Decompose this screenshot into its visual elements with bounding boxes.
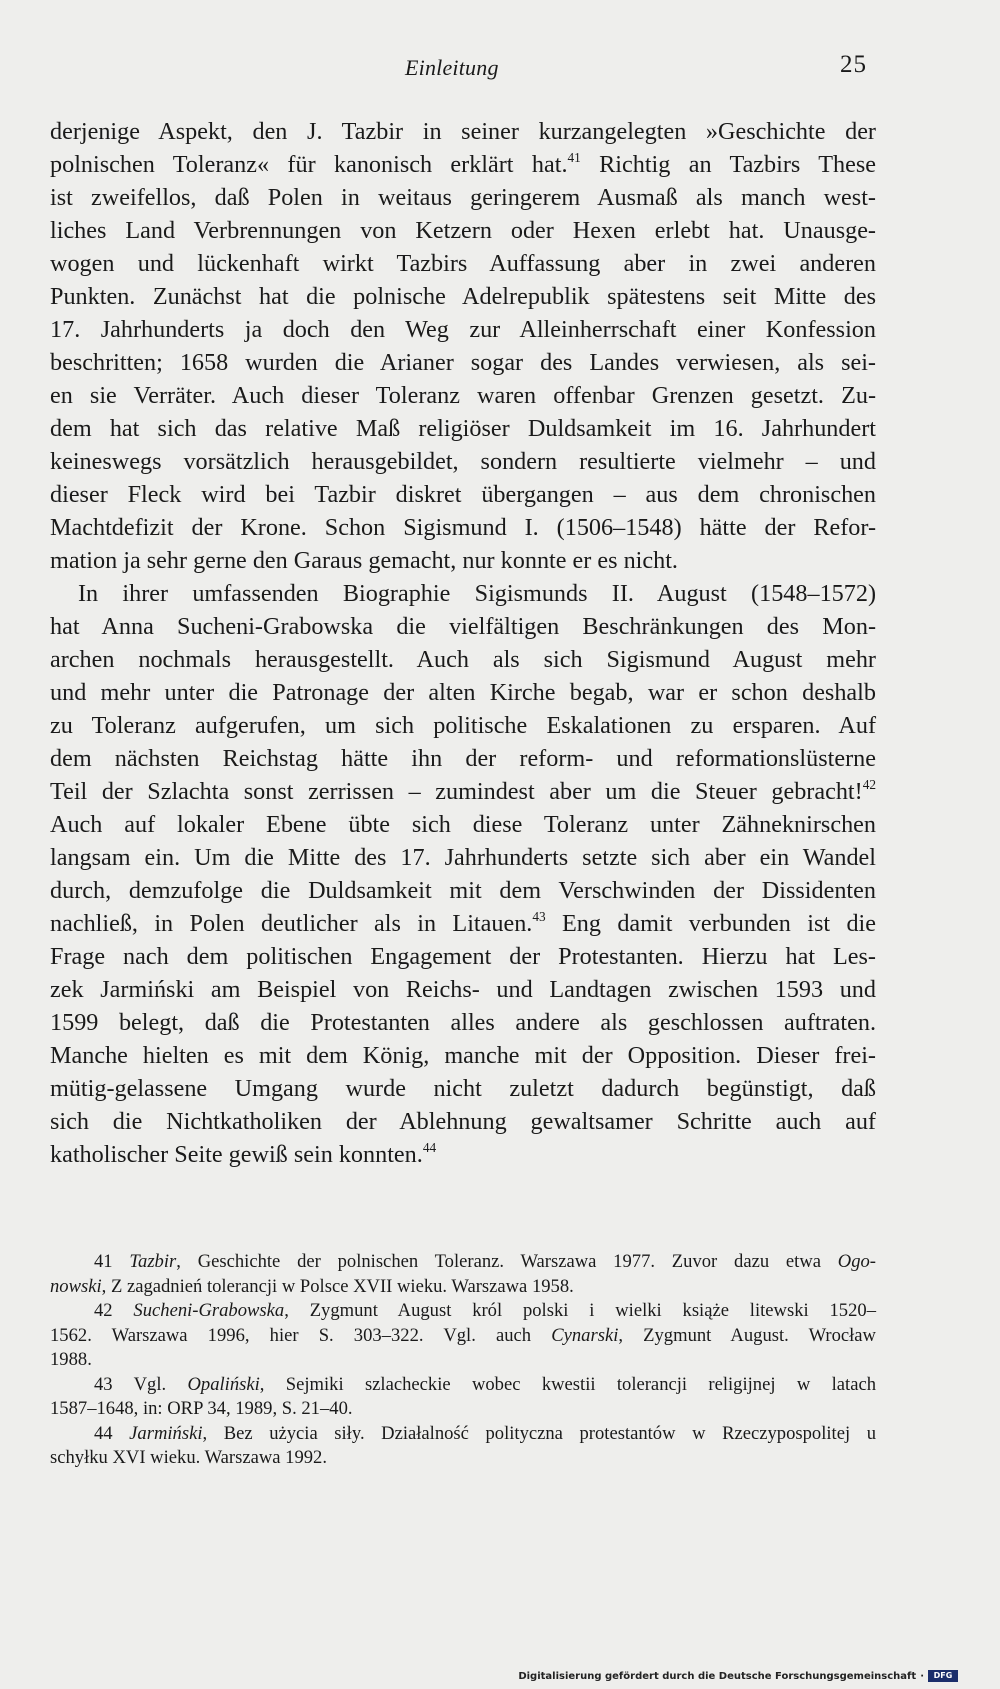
footnote-ref-44[interactable]: 44 bbox=[422, 1140, 437, 1156]
text-line: mation ja sehr gerne den Garaus gemacht, nur konnte er es nicht. bbox=[50, 547, 678, 574]
text-line: dieser Fleck wird bei Tazbir diskret übergangen – aus dem chronischen bbox=[50, 481, 876, 508]
footnote-42: 42 Sucheni-Grabowska, Zygmunt August król polski i wielki książe litewski 1520– bbox=[94, 1300, 876, 1321]
text-line: en sie Verräter. Auch dieser Toleranz waren offenbar Grenzen gesetzt. Zu- bbox=[50, 382, 876, 409]
text-line: In ihrer umfassenden Biographie Sigismunds II. August (1548–1572) bbox=[78, 580, 876, 607]
text-line: langsam ein. Um die Mitte des 17. Jahrhunderts setzte sich aber ein Wandel bbox=[50, 844, 876, 871]
text-line: dem nächsten Reichstag hätte ihn der reform- und reformationslüsterne bbox=[50, 745, 876, 772]
text-line: liches Land Verbrennungen von Ketzern oder Hexen erlebt hat. Unausge- bbox=[50, 217, 876, 244]
text-line: katholischer Seite gewiß sein konnten.$^{44}$ bbox=[50, 1140, 437, 1168]
text-line: zu Toleranz aufgerufen, um sich politische Eskalationen zu ersparen. Auf bbox=[50, 712, 876, 739]
text-line: 1599 belegt, daß die Protestanten alles andere als geschlossen auftraten. bbox=[50, 1009, 876, 1036]
running-head: Einleitung bbox=[405, 55, 499, 80]
digitization-credit: Digitalisierung gefördert durch die Deutsche Forschungsgemeinschaft · DFG bbox=[518, 1670, 958, 1682]
footnote-ref-41[interactable]: 41 bbox=[567, 150, 581, 166]
text-line: dem hat sich das relative Maß religiöser Duldsamkeit im 16. Jahrhundert bbox=[50, 415, 876, 442]
text-line: beschritten; 1658 wurden die Arianer sogar des Landes verwiesen, als sei- bbox=[50, 349, 876, 376]
text-line: wogen und lückenhaft wirkt Tazbirs Auffassung aber in zwei anderen bbox=[50, 250, 876, 277]
text-line: Machtdefizit der Krone. Schon Sigismund I. (1506–1548) hätte der Refor- bbox=[50, 514, 876, 541]
footnote-41-cont: nowski, Z zagadnień tolerancji w Polsce XVII wieku. Warszawa 1958. bbox=[50, 1275, 574, 1297]
text-line: Frage nach dem politischen Engagement der Protestanten. Hierzu hat Les- bbox=[50, 943, 876, 970]
text-line: und mehr unter die Patronage der alten Kirche begab, war er schon deshalb bbox=[50, 679, 876, 706]
footnote-43: 43 Vgl. Opaliński, Sejmiki szlacheckie wobec kwestii tolerancji religijnej w latach bbox=[94, 1373, 877, 1395]
text-line: Manche hielten es mit dem König, manche mit der Opposition. Dieser frei- bbox=[50, 1042, 876, 1069]
text-line: keineswegs vorsätzlich herausgebildet, sondern resultierte vielmehr – und bbox=[50, 448, 876, 475]
footnote-44-cont: schyłku XVI wieku. Warszawa 1992. bbox=[50, 1447, 327, 1468]
dfg-logo-icon: DFG bbox=[928, 1670, 958, 1682]
text-line: durch, demzufolge die Duldsamkeit mit dem Verschwinden der Dissidenten bbox=[50, 877, 876, 904]
text-line: mütig-gelassene Umgang wurde nicht zuletzt dadurch begünstigt, daß bbox=[50, 1075, 876, 1102]
footnote-42-cont: 1562. Warszawa 1996, hier S. 303–322. Vgl. auch Cynarski, Zygmunt August. Wrocław bbox=[50, 1324, 876, 1346]
text-line: zek Jarmiński am Beispiel von Reichs- und Landtagen zwischen 1593 und bbox=[50, 976, 876, 1003]
footnote-ref-42[interactable]: 42 bbox=[862, 777, 876, 793]
text-line: derjenige Aspekt, den J. Tazbir in seiner kurzangelegten »Geschichte der bbox=[50, 118, 876, 145]
footnote-42-cont: 1988. bbox=[50, 1349, 92, 1370]
text-line: ist zweifellos, daß Polen in weitaus geringerem Ausmaß als manch west- bbox=[50, 184, 876, 211]
footnote-44: 44 Jarmiński, Bez użycia siły. Działalność polityczna protestantów w Rzeczypospolitej u bbox=[94, 1422, 877, 1444]
text-line: 17. Jahrhunderts ja doch den Weg zur Alleinherrschaft einer Konfession bbox=[50, 316, 876, 343]
text-line: hat Anna Sucheni-Grabowska die vielfältigen Beschränkungen des Mon- bbox=[50, 613, 876, 640]
text-line: sich die Nichtkatholiken der Ablehnung gewaltsamer Schritte auch auf bbox=[50, 1108, 876, 1135]
footnotes bbox=[50, 1250, 876, 1471]
text-line: nachließ, in Polen deutlicher als in Litauen.$^{43}$ Eng damit verbunden ist die bbox=[50, 909, 876, 937]
page-number: 25 bbox=[840, 51, 867, 78]
text-line: Auch auf lokaler Ebene übte sich diese Toleranz unter Zähneknirschen bbox=[50, 811, 876, 838]
text-line: polnischen Toleranz« für kanonisch erklärt hat.$^{41}$ Richtig an Tazbirs These bbox=[50, 150, 876, 178]
footnote-41: 41 Tazbir, Geschichte der polnischen Toleranz. Warszawa 1977. Zuvor dazu etwa Ogo- bbox=[94, 1251, 876, 1272]
footnote-43-cont: 1587–1648, in: ORP 34, 1989, S. 21–40. bbox=[50, 1398, 353, 1419]
footnote-ref-43[interactable]: 43 bbox=[532, 909, 546, 925]
main-text bbox=[50, 115, 876, 1171]
text-line: archen nochmals herausgestellt. Auch als sich Sigismund August mehr bbox=[50, 646, 876, 673]
credit-text: Digitalisierung gefördert durch die Deutsche Forschungsgemeinschaft bbox=[518, 1670, 917, 1682]
text-line: Punkten. Zunächst hat die polnische Adelrepublik spätestens seit Mitte des bbox=[50, 283, 876, 310]
text-line: Teil der Szlachta sonst zerrissen – zumindest aber um die Steuer gebracht!$^{42}$ bbox=[50, 777, 876, 805]
